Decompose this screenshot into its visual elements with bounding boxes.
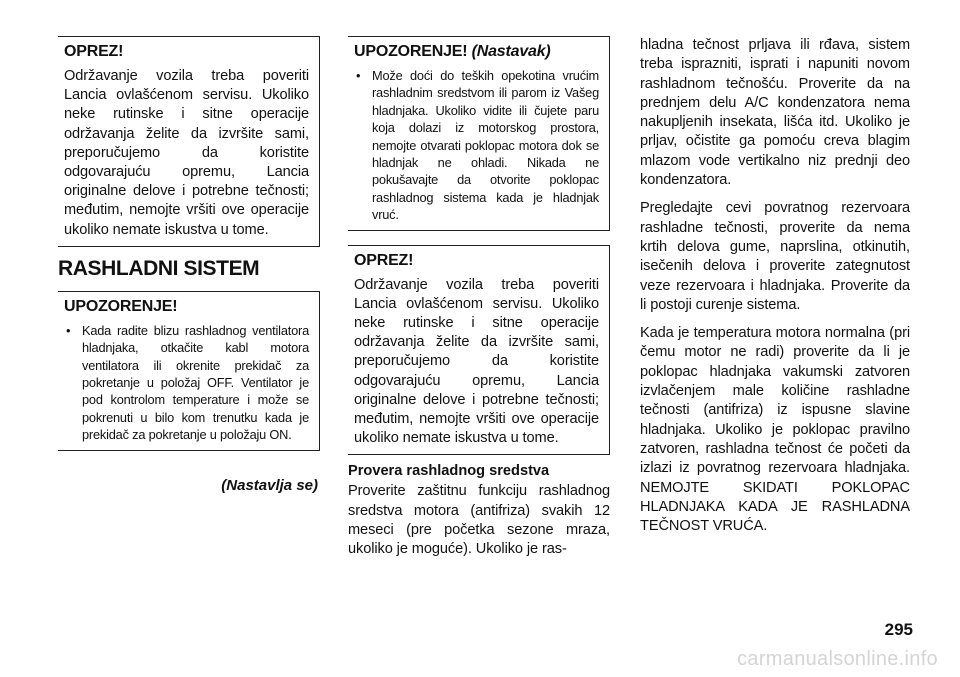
warning-continued-title	[354, 43, 599, 61]
column-right	[640, 36, 910, 545]
caution-text-2: Održavanje vozila treba poveriti Lancia ovlašćenom servisu. Ukoliko neke rutinske i sitne operacije održavanja želite da izvršite sami, preporučujemo da koristite odgovarajuću opremu, Lancia originalne delove i potrebne tečnosti; međutim, nemojte vršiti ove operacije ukoliko nemate iskustva u tome.	[354, 276, 599, 447]
column-left	[58, 36, 320, 494]
caution-box	[58, 36, 320, 247]
page-number: 295	[884, 620, 913, 639]
warning-continued-list	[354, 67, 599, 224]
warning-continued-item: • Može doći do teških opekotina vrućim rashladnim sredstvom ili parom iz Vašeg hladnjaka. Ukoliko vidite ili čujete paru koja dolazi iz motorskog prostora, nemojte otvarati poklopac motora dok se hladnjak ne ohladi. Nikada ne pokušavajte da otvorite poklopac rashladnog sistema kada je hladnjak vruć.	[372, 67, 599, 224]
section-heading: RASHLADNI SISTEM	[58, 256, 260, 280]
warning-title: UPOZORENJE!	[64, 297, 178, 315]
body-paragraph-3: Kada je temperatura motora normalna (pri čemu motor ne radi) proverite da li je poklopac hladnjaka vakumski zatvoren izvlačenjem male količine rashladne tečnosti (antifriza) iz ispusne slavine hladnjaka. Ukoliko je poklopac pravilno zatvoren, rashladna tečnost će početi da izlazi iz povratnog rezervoara hladnjaka. NEMOJTE SKIDATI POKLOPAC HLADNJAKA KADA JE RASHLADNA TEČNOST VRUĆA.	[640, 325, 910, 535]
subheading: Provera rashladnog sredstva	[348, 463, 550, 480]
caution-text: Održavanje vozila treba poveriti Lancia ovlašćenom servisu. Ukoliko neke rutinske i sitne operacije održavanja želite da izvršite sami, preporučujemo da koristite odgovarajuću opremu, Lancia originalne delove i potrebne tečnosti; međutim, nemojte vršiti ove operacije ukoliko nemate iskustva u tome.	[64, 68, 309, 238]
caution-title: OPREZ!	[64, 43, 124, 60]
continued-label: (Nastavlja se)	[221, 476, 318, 494]
warning-title-text: UPOZORENJE!	[354, 43, 468, 60]
warning-box	[58, 291, 320, 451]
watermark: carmanualsonline.info	[737, 648, 938, 670]
body-paragraph: Proverite zaštitnu funkciju rashladnog sredstva motora (antifriza) svakih 12 meseci (pre početka sezone mraza, ukoliko je moguće). Ukoliko je ras-	[348, 483, 610, 558]
body-paragraph-2: Pregledajte cevi povratnog rezervoara rashladne tečnosti, proverite da nema krtih delova gume, naprslina, otkinutih, isečenih delova i proverite zategnutost veze rezervoara i hladnjaka. Proverite da li postoji curenje sistema.	[640, 200, 910, 313]
caution-box-2	[348, 245, 610, 456]
warning-continued-box	[348, 36, 610, 231]
warning-list	[64, 322, 309, 444]
body-paragraph-1: hladna tečnost prljava ili rđava, sistem treba isprazniti, isprati i napuniti novom rashladnom tečnošću. Proverite da na prednjem delu A/C kondenzatora nema nakupljenih insekata, lišća itd. Ukoliko je prljav, očistite ga pomoću creva blagim mlazom vode vertikalno niz prednji deo kondenzatora.	[640, 37, 910, 189]
warning-title-suffix: (Nastavak)	[471, 43, 551, 60]
warning-item: • Kada radite blizu rashladnog ventilatora hladnjaka, otkačite kabl motora ventilatora ili okrenite prekidač za pokretanje u položaj OFF. Ventilator je pod kontrolom temperature i može se pokrenuti u bilo kom trenutku kada je prekidač za pokretanje u položaju ON.	[82, 322, 309, 444]
caution-title-2: OPREZ!	[354, 251, 414, 269]
column-middle	[348, 36, 610, 569]
